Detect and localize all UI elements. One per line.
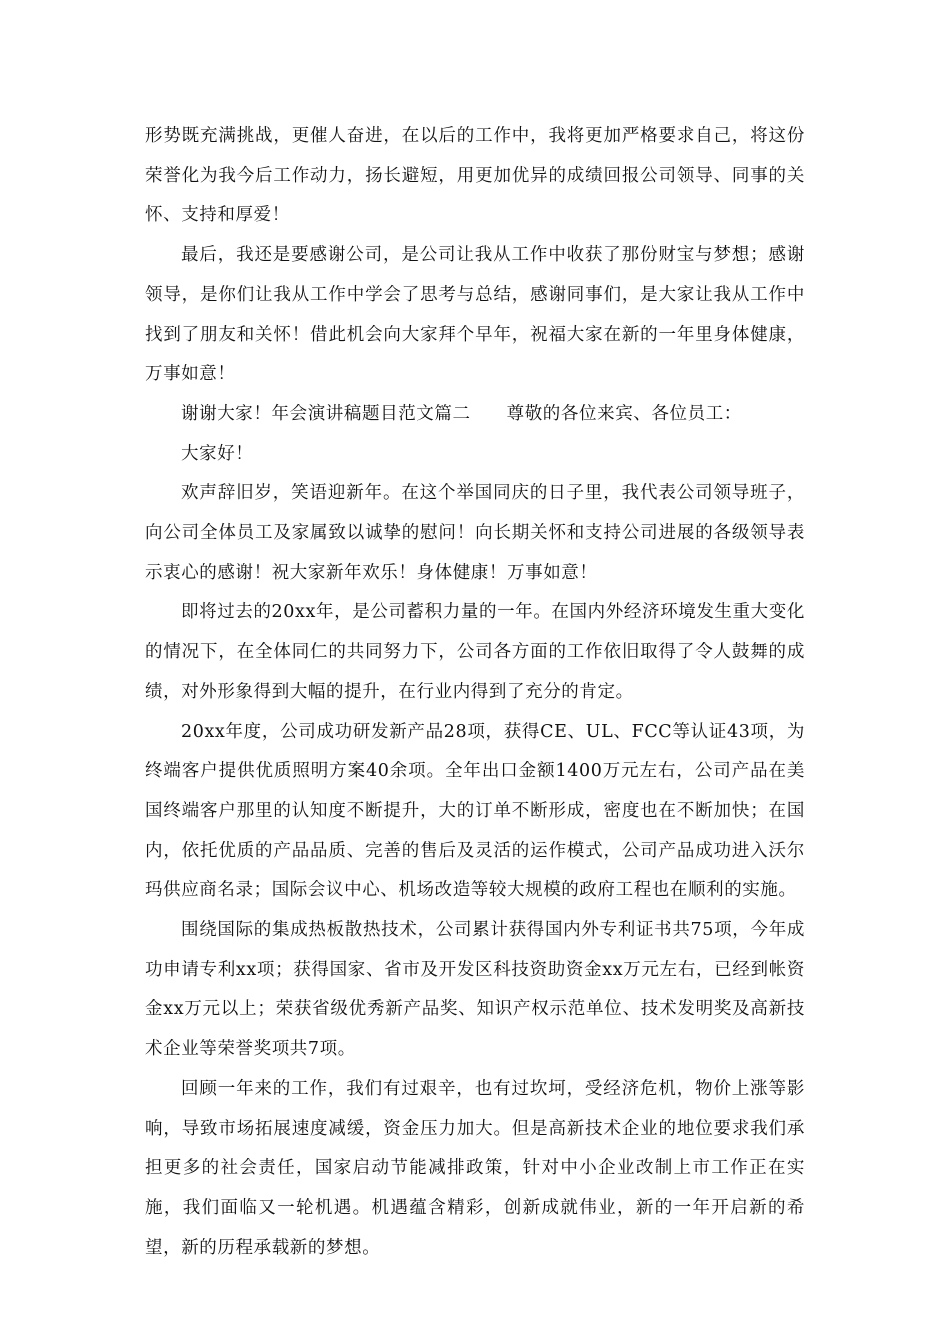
paragraph-looking-back: 回顾一年来的工作，我们有过艰辛，也有过坎坷，受经济危机，物价上涨等影响，导致市场拓展速度减缓，资金压力加大。但是高新技术企业的地位要求我们承担更多的社会责任，国家启动节能减排政策，针对中小企业改制上市工作正在实施，我们面临又一轮机遇。机遇蕴含精彩，创新成就伟业，新的一年开启新的希望，新的历程承载新的梦想。 [145,1078,805,1258]
paragraph-year-review: 即将过去的20xx年，是公司蓄积力量的一年。在国内外经济环境发生重大变化的情况下，在全体同仁的共同努力下，公司各方面的工作依旧取得了令人鼓舞的成绩，对外形象得到大幅的提升，在行业内得到了充分的肯定。 [145,602,805,702]
paragraph-new-year-wishes: 欢声辞旧岁，笑语迎新年。在这个举国同庆的日子里，我代表公司领导班子，向公司全体员工及家属致以诚挚的慰问！向长期关怀和支持公司进展的各级领导表示衷心的感谢！祝大家新年欢乐！身体健康！万事如意！ [145,483,805,583]
document-body [145,117,805,1268]
speech-title: 谢谢大家！年会演讲稿题目范文篇二 [181,403,471,424]
speech-salutation: 尊敬的各位来宾、各位员工： [506,403,742,424]
paragraph-greeting: 大家好！ [181,443,254,464]
paragraph-annual-results: 20xx年度，公司成功研发新产品28项，获得CE、UL、FCC等认证43项，为终端客户提供优质照明方案40余项。全年出口金额1400万元左右，公司产品在美国终端客户那里的认知度不断提升，大的订单不断形成，密度也在不断加快；在国内，依托优质的产品品质、完善的售后及灵活的运作模式，公司产品成功进入沃尔玛供应商名录；国际会议中心、机场改造等较大规模的政府工程也在顺利的实施。 [145,721,805,901]
paragraph-patents: 围绕国际的集成热板散热技术，公司累计获得国内外专利证书共75项，今年成功申请专利xx项；获得国家、省市及开发区科技资助资金xx万元左右，已经到帐资金xx万元以上；荣获省级优秀新产品奖、知识产权示范单位、技术发明奖及高新技术企业等荣誉奖项共7项。 [145,920,805,1060]
paragraph-speech-heading [145,395,805,435]
paragraph-closing-thanks: 最后，我还是要感谢公司，是公司让我从工作中收获了那份财宝与梦想；感谢领导，是你们让我从工作中学会了思考与总结，感谢同事们，是大家让我从工作中找到了朋友和关怀！借此机会向大家拜个早年，祝福大家在新的一年里身体健康，万事如意！ [145,245,805,385]
paragraph-intro-continuation: 形势既充满挑战，更催人奋进，在以后的工作中，我将更加严格要求自己，将这份荣誉化为我今后工作动力，扬长避短，用更加优异的成绩回报公司领导、同事的关怀、支持和厚爱！ [145,126,805,226]
